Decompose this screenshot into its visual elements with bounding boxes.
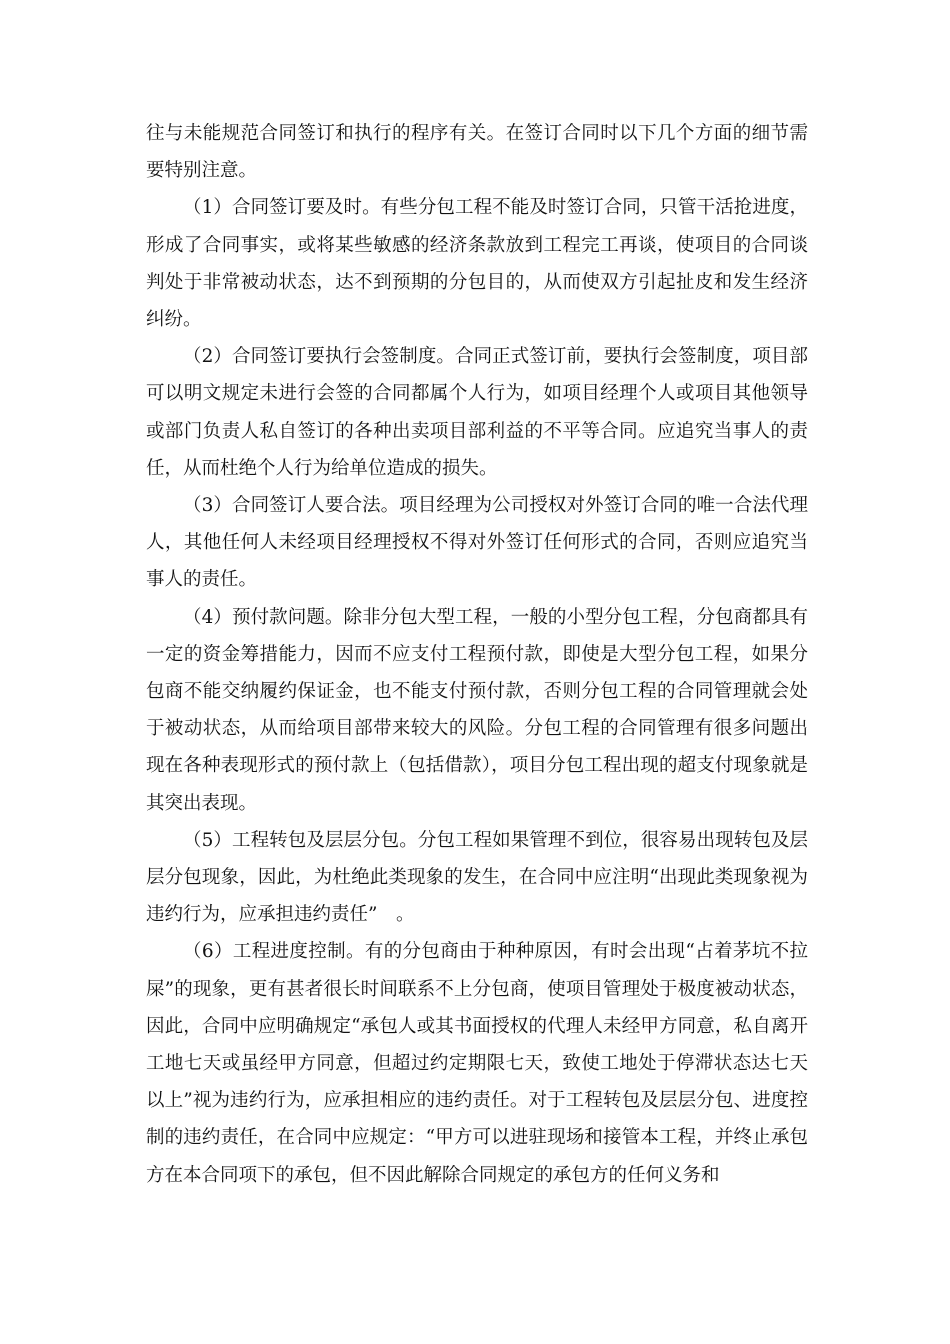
paragraph-legal-signatory: （3）合同签订人要合法。项目经理为公司授权对外签订合同的唯一合法代理人，其他任何人未经项目经理授权不得对外签订任何形式的合同，否则应追究当事人的责任。 xyxy=(146,495,808,591)
paragraph-countersign-system: （2）合同签订要执行会签制度。合同正式签订前，要执行会签制度，项目部可以明文规定未进行会签的合同都属个人行为，如项目经理个人或项目其他领导或部门负责人私自签订的各种出卖项目部利益的不平等合同。应追究当事人的责任，从而杜绝个人行为给单位造成的损失。 xyxy=(146,346,808,479)
document-body xyxy=(146,115,808,1194)
paragraph-advance-payment: （4）预付款问题。除非分包大型工程，一般的小型分包工程，分包商都具有一定的资金筹措能力，因而不应支付工程预付款，即使是大型分包工程，如果分包商不能交纳履约保证金，也不能支付预付款，否则分包工程的合同管理就会处于被动状态，从而给项目部带来较大的风险。分包工程的合同管理有很多问题出现在各种表现形式的预付款上（包括借款），项目分包工程出现的超支付现象就是其突出表现。 xyxy=(146,606,808,814)
paragraph-subcontracting: （5）工程转包及层层分包。分包工程如果管理不到位，很容易出现转包及层层分包现象，因此，为杜绝此类现象的发生，在合同中应注明“出现此类现象视为违约行为，应承担违约责任” 。 xyxy=(146,829,808,926)
paragraph-contract-timely-signing: （1）合同签订要及时。有些分包工程不能及时签订合同，只管干活抢进度，形成了合同事实，或将某些敏感的经济条款放到工程完工再谈，使项目的合同谈判处于非常被动状态，达不到预期的分包目的，从而使双方引起扯皮和发生经济纠纷。 xyxy=(146,197,808,331)
paragraph-continuation: 往与未能规范合同签订和执行的程序有关。在签订合同时以下几个方面的细节需要特别注意。 xyxy=(146,123,808,182)
paragraph-progress-control: （6）工程进度控制。有的分包商由于种种原因，有时会出现“占着茅坑不拉屎”的现象，更有甚者很长时间联系不上分包商，使项目管理处于极度被动状态，因此，合同中应明确规定“承包人或其书面授权的代理人未经甲方同意，私自离开工地七天或虽经甲方同意，但超过约定期限七天，致使工地处于停滞状态达七天以上”视为违约行为，应承担相应的违约责任。对于工程转包及层层分包、进度控制的违约责任，在合同中应规定：“甲方可以进驻现场和接管本工程，并终止承包方在本合同项下的承包，但不因此解除合同规定的承包方的任何义务和 xyxy=(146,941,808,1186)
